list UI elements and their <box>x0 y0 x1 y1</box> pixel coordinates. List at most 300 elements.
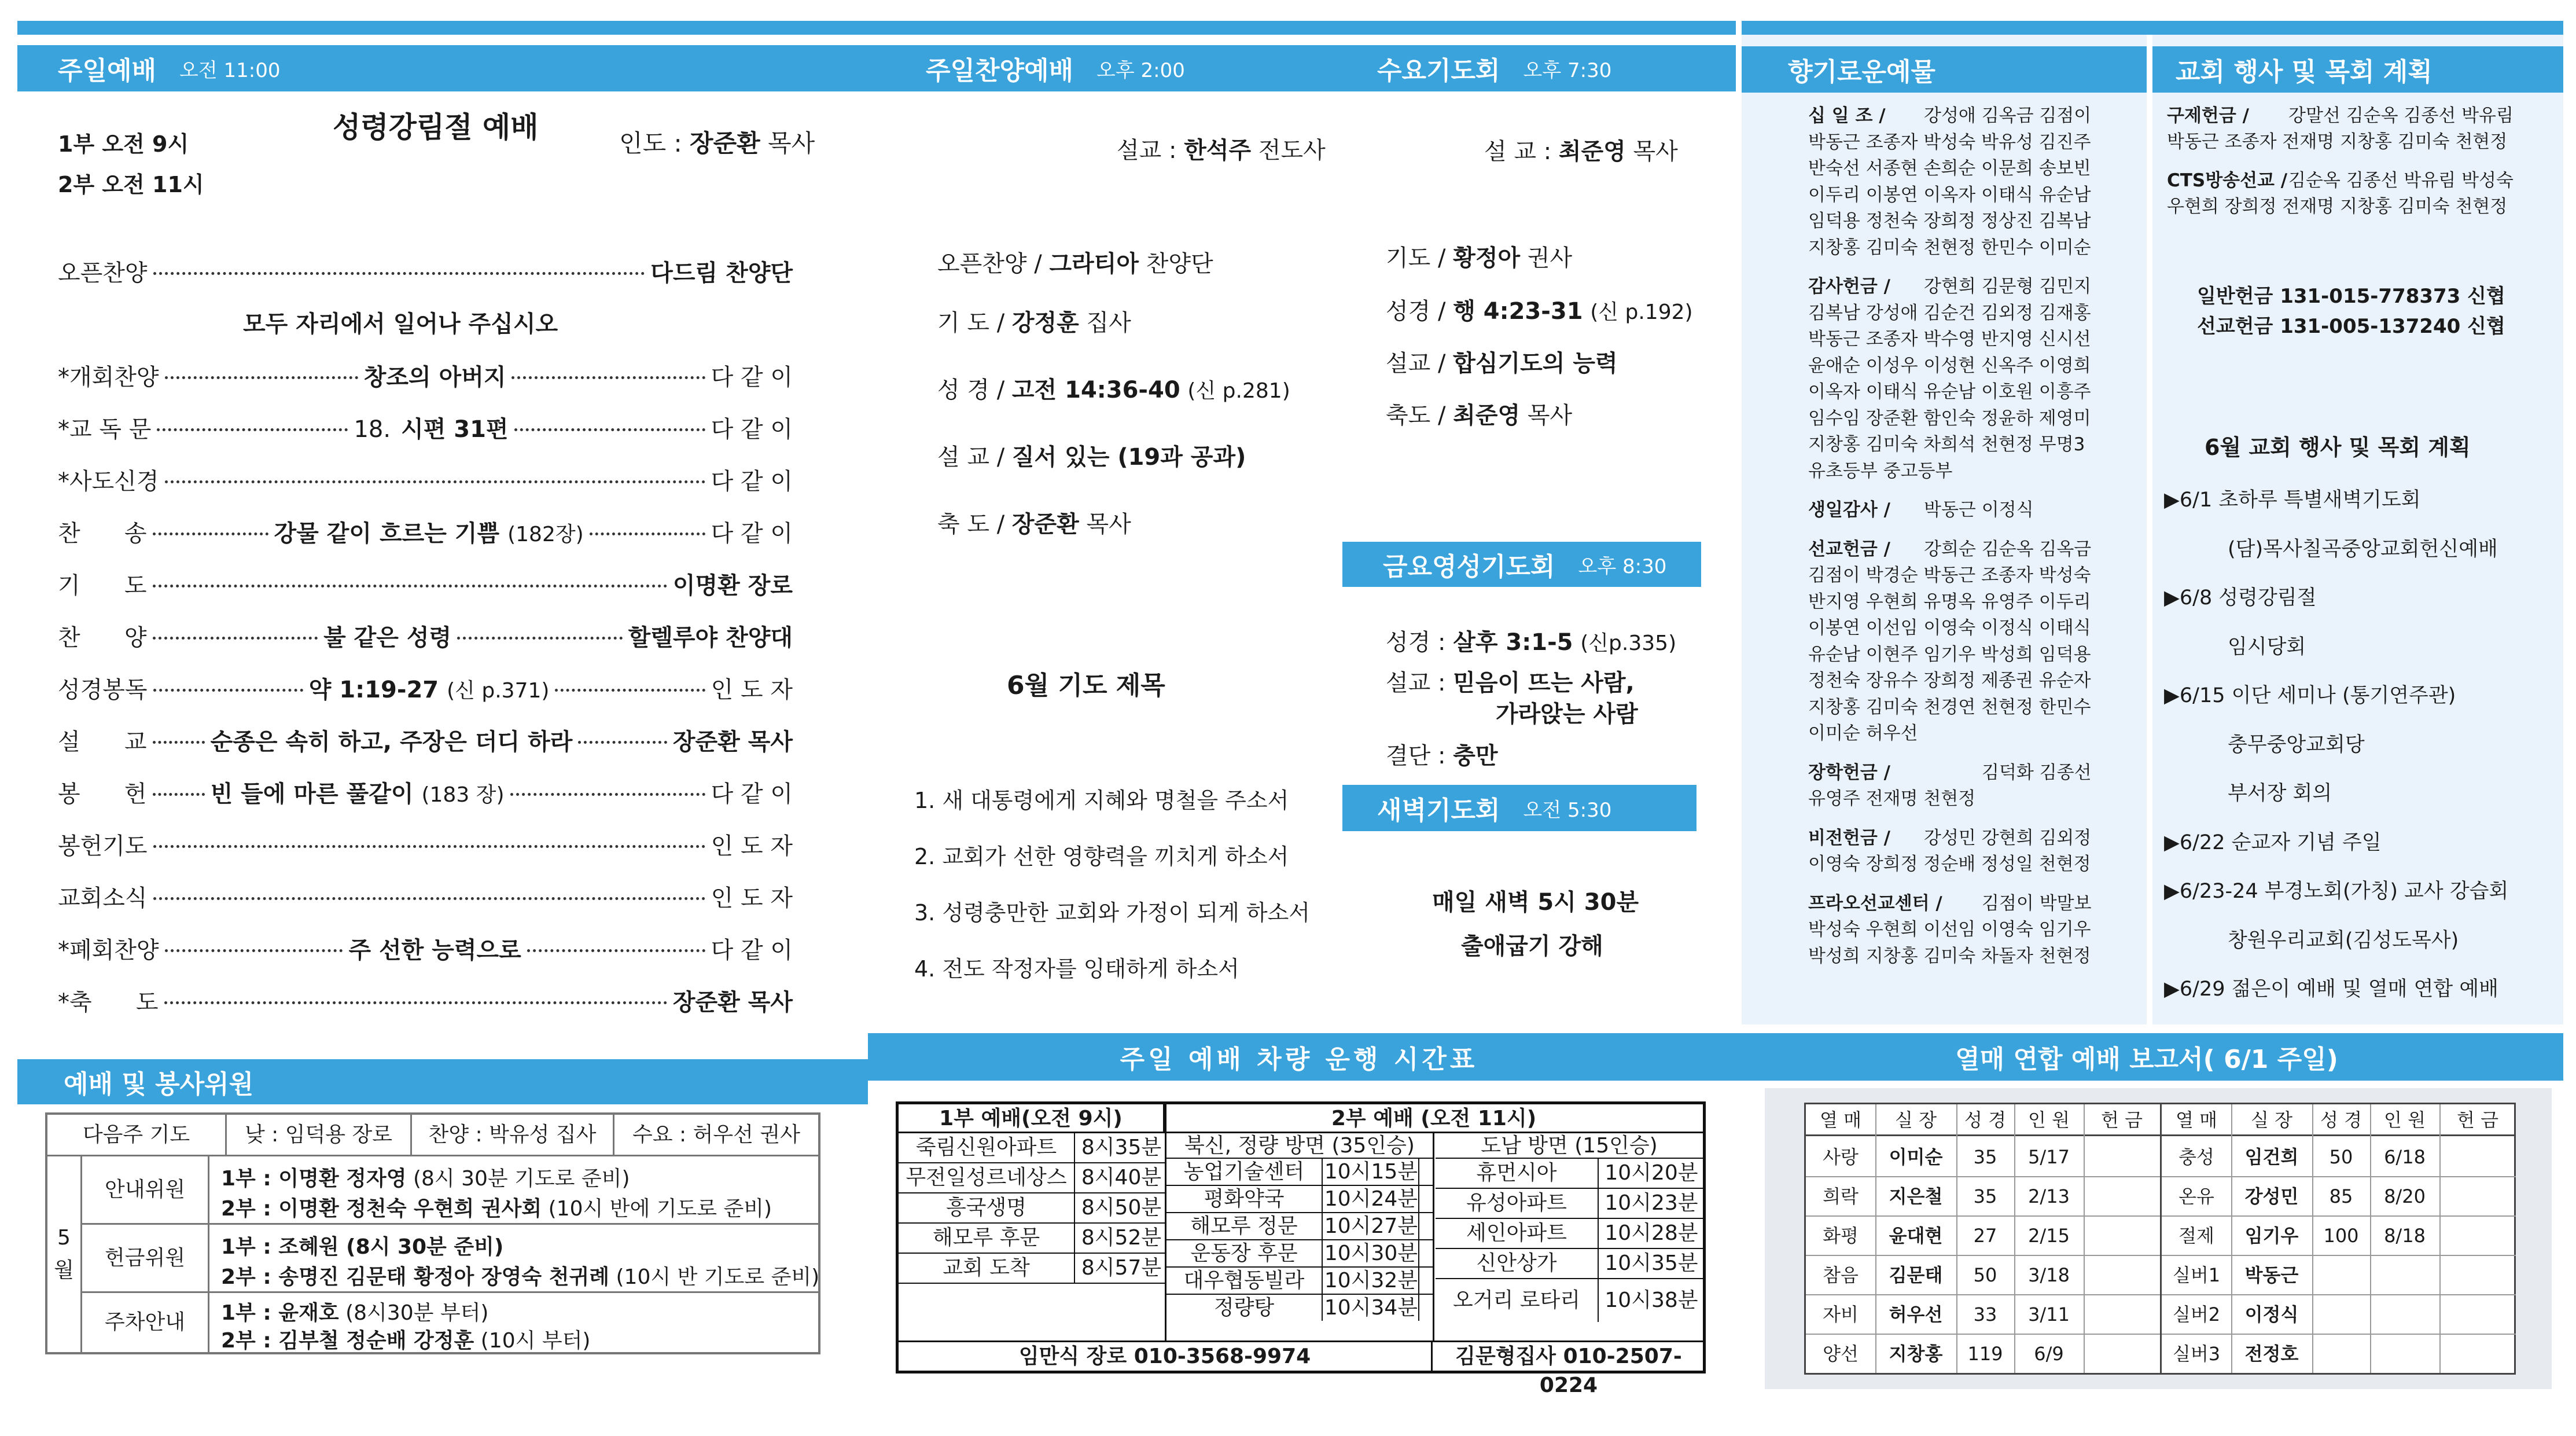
cell: 강성민 <box>2244 1185 2299 1207</box>
dot-leader <box>157 428 348 431</box>
header-title: 주일찬양예배 <box>926 56 1074 86</box>
dot-leader <box>153 272 645 275</box>
order-right: 다 같 이 <box>711 520 793 547</box>
header-title: 열매 연합 예배 보고서( 6/1 주일) <box>1955 1045 2338 1074</box>
offering-line: 박동근 이정식 <box>1924 500 2034 520</box>
prayer-item: 1. 새 대통령에게 지혜와 명철을 주소서 <box>914 788 1289 813</box>
account-general: 일반헌금 131-015-778373 신협 <box>2197 285 2505 308</box>
table-row <box>2162 1177 2516 1217</box>
header-time: 오후 2:00 <box>1096 58 1185 82</box>
cell: 6/18 <box>2384 1146 2426 1168</box>
item-value: 황정아 <box>1453 245 1521 271</box>
order-item <box>58 255 793 288</box>
role-line <box>221 1324 590 1354</box>
order-right: 다드림 찬양단 <box>650 260 793 287</box>
item-value: 장준환 <box>1011 511 1079 538</box>
dot-leader <box>153 897 705 900</box>
item-value: 합심기도의 능력 <box>1453 350 1618 377</box>
preacher-label: 설 교 : <box>1484 138 1552 165</box>
item-post: 권사 <box>1527 245 1573 271</box>
cell: 3/11 <box>2028 1303 2070 1325</box>
order-right: 인 도 자 <box>711 677 793 703</box>
role-main: 2부 : 김부철 정순배 강정훈 <box>221 1329 474 1353</box>
cell: 이정식 <box>2244 1303 2299 1325</box>
col2-item <box>937 245 1213 278</box>
stop: 무전일성르네상스 <box>899 1163 1075 1192</box>
role-sub: (8시 30분 기도로 준비) <box>413 1167 630 1191</box>
cell: 실버3 <box>2172 1343 2221 1365</box>
cell: 119 <box>1967 1343 2003 1365</box>
second-service-time: 2부 오전 11시 <box>58 172 204 197</box>
item-label: 오픈찬양 / <box>937 251 1042 277</box>
table-row <box>1166 1159 1433 1186</box>
stop: 신안상가 <box>1436 1249 1599 1278</box>
offering-line: 이옥자 이태식 유순남 이호원 이흥주 <box>1808 381 2091 402</box>
offering-group <box>1808 891 2144 970</box>
col2-item <box>937 304 1131 337</box>
offering-group <box>1808 103 2144 261</box>
cell: 전정호 <box>2244 1343 2299 1365</box>
item-label: 성경 : <box>1386 629 1446 656</box>
offering-line: 지창홍 김미숙 차희석 천현정 무명3 <box>1808 434 2085 455</box>
order-mid: 약 1:19-27 <box>308 677 439 703</box>
stop: 오거리 로타리 <box>1436 1279 1599 1322</box>
order-item <box>58 515 793 548</box>
table-row <box>2162 1217 2516 1256</box>
cell: 2/13 <box>2028 1185 2070 1207</box>
plan-list <box>2164 476 2508 1014</box>
table-row <box>1436 1219 1703 1249</box>
order-label: *개회찬양 <box>58 364 159 391</box>
role-sub: (10시 부터) <box>480 1329 591 1353</box>
leader-title: 목사 <box>768 129 815 157</box>
item-value: 고전 14:36-40 <box>1011 377 1180 403</box>
plan-item: 부서장 회의 <box>2228 782 2332 805</box>
item-label: 성 경 / <box>937 377 1005 403</box>
cell: 온유 <box>2178 1185 2214 1207</box>
offering-line: 박성희 지창홍 김미숙 차돌자 천현정 <box>1808 945 2091 967</box>
dot-leader <box>165 480 705 483</box>
dot-leader <box>164 1001 667 1004</box>
time: 8시52분 <box>1081 1226 1162 1250</box>
preacher-name: 최준영 <box>1558 138 1626 165</box>
plan-item: ▶6/15 이단 세미나 (통기연주관) <box>2164 684 2456 707</box>
order-mid-post: (183 장) <box>421 783 505 807</box>
bus-table <box>896 1101 1706 1397</box>
cell: 임기우 <box>2244 1225 2299 1247</box>
offering-line: 유영주 전재명 천현정 <box>1808 788 1976 809</box>
cell: 35 <box>1973 1146 1997 1168</box>
preacher-title: 목사 <box>1633 138 1678 165</box>
item-value: 믿음이 뜨는 사람, <box>1453 670 1635 696</box>
order-right: 장준환 목사 <box>672 989 793 1016</box>
order-item <box>58 359 793 392</box>
dot-leader <box>590 532 705 535</box>
item-value: 행 4:23-31 <box>1453 298 1583 325</box>
item-post: (신 p.281) <box>1187 379 1290 403</box>
order-mid: 순종은 속히 하고, 주장은 더디 하라 <box>210 729 573 755</box>
offering-line: 지창홍 김미숙 천현정 한민수 이미순 <box>1808 237 2091 258</box>
header-title: 향기로운예물 <box>1788 57 1936 87</box>
table-row <box>1806 1295 2160 1335</box>
role-sub: (10시 반 기도로 준비) <box>616 1265 820 1289</box>
cell: 33 <box>1973 1303 1997 1325</box>
offering-line: 박성숙 우현희 이선임 이영숙 임기우 <box>1808 919 2091 940</box>
order-item <box>58 411 793 444</box>
cell: 5/17 <box>2028 1146 2070 1168</box>
col2-item <box>937 439 1246 472</box>
cell: 허우선 <box>1889 1303 1943 1325</box>
table-row <box>1806 1335 2160 1373</box>
dot-leader <box>555 689 705 692</box>
report-head-left <box>1806 1104 2160 1136</box>
table-row <box>899 1163 1165 1193</box>
col3-item <box>1386 293 1693 326</box>
stop: 해모루 후문 <box>899 1224 1075 1253</box>
friday-header <box>1342 542 1701 587</box>
offering-line: 이미순 허우선 <box>1808 723 1918 744</box>
col-head: 실 장 <box>2251 1109 2292 1131</box>
col2-item <box>937 372 1290 405</box>
item-value: 충만 <box>1453 743 1498 769</box>
col-head: 인 원 <box>2384 1109 2426 1131</box>
col-head: 실 장 <box>1895 1109 1937 1131</box>
stop: 죽림신원아파트 <box>899 1133 1075 1162</box>
time: 10시27분 <box>1324 1213 1419 1239</box>
item-value: 살후 3:1-5 <box>1453 629 1573 656</box>
plan-item: ▶6/8 성령강림절 <box>2164 586 2317 609</box>
cell: 50 <box>2329 1146 2353 1168</box>
offering-line: 지창홍 김미숙 천경연 천현정 한민수 <box>1808 696 2091 718</box>
offering-line: 윤애순 이성우 이성현 신옥주 이영희 <box>1808 355 2091 376</box>
offering-line: 강현희 김문형 김민지 <box>1924 276 2092 297</box>
table-row <box>899 1254 1165 1284</box>
dawn-line-2: 출애굽기 강해 <box>1461 933 1603 960</box>
cell: 윤대현 <box>1889 1225 1943 1247</box>
table-row <box>1166 1186 1433 1213</box>
order-item <box>58 880 793 913</box>
plan-item: ▶6/1 초하루 특별새벽기도회 <box>2164 489 2421 512</box>
order-item <box>58 567 793 600</box>
item-label: 축 도 / <box>937 511 1005 538</box>
cell: 85 <box>2329 1185 2353 1207</box>
offering-line: 박동근 조종자 박수영 반지영 신시선 <box>1808 329 2091 350</box>
time: 10시20분 <box>1605 1161 1698 1185</box>
role-line <box>221 1261 819 1290</box>
item-post: 목사 <box>1527 402 1573 429</box>
cell: 임건희 <box>2244 1146 2299 1168</box>
order-right: 다 같 이 <box>711 468 793 495</box>
friday-sermon <box>1386 664 1635 697</box>
order-label: 찬 양 <box>58 625 147 651</box>
bus-second-title: 2부 예배 (오전 11시) <box>1165 1104 1703 1133</box>
order-of-worship <box>58 255 793 1030</box>
leader-label: 인도 : <box>619 129 682 157</box>
report-table <box>1804 1103 2516 1375</box>
col3-item <box>1386 240 1572 273</box>
role-sub: (10시 반에 기도로 준비) <box>548 1197 772 1221</box>
col-head: 열 매 <box>2176 1109 2217 1131</box>
cell: 실버1 <box>2172 1264 2221 1286</box>
offering-title: 프라오선교센터 / <box>1808 893 1942 914</box>
offering-line: 이봉연 이선임 이영숙 이정식 이태식 <box>1808 618 2091 638</box>
cell: 희락 <box>1823 1185 1859 1207</box>
item-label: 기 도 / <box>937 310 1005 336</box>
table-row <box>1166 1213 1433 1240</box>
cell: 이미순 <box>1889 1146 1943 1168</box>
next-prayer-label: 다음주 기도 <box>47 1114 227 1156</box>
table-row <box>1166 1295 1433 1322</box>
order-label: 봉 헌 <box>58 781 147 807</box>
item-post: 목사 <box>1086 511 1131 538</box>
first-service-time: 1부 오전 9시 <box>58 131 189 157</box>
time: 8시35분 <box>1081 1136 1162 1159</box>
cell: 박동근 <box>2244 1264 2299 1286</box>
table-row <box>1436 1189 1703 1219</box>
col-head: 헌 금 <box>2457 1109 2498 1131</box>
offering-group <box>1808 760 2144 813</box>
leader-name: 장준환 <box>690 129 760 157</box>
bus-contact-row <box>899 1340 1703 1397</box>
plan-header <box>2152 46 2563 93</box>
order-mid: 창조의 아버지 <box>363 364 506 391</box>
cell: 2/15 <box>2028 1225 2070 1247</box>
item-label: 결단 : <box>1386 743 1446 769</box>
next-prayer-noon: 낮 : 임덕용 장로 <box>227 1114 412 1156</box>
item-label: 설교 : <box>1386 670 1446 696</box>
col-head: 헌 금 <box>2101 1109 2143 1131</box>
dot-leader <box>510 793 705 796</box>
north-title: 북신, 정량 방면 (35인승) <box>1166 1133 1433 1159</box>
stop: 유성아파트 <box>1436 1189 1599 1218</box>
order-item <box>58 463 793 496</box>
order-label: 찬 송 <box>58 520 147 547</box>
order-mid: 주 선한 능력으로 <box>348 937 521 964</box>
table-row <box>2162 1295 2516 1335</box>
plan-item: 임시당회 <box>2228 635 2306 659</box>
table-row <box>1806 1217 2160 1256</box>
account-mission: 선교헌금 131-005-137240 신협 <box>2197 315 2505 338</box>
volunteer-box <box>45 1112 820 1354</box>
offering-line: 김점이 박말보 <box>1982 893 2092 914</box>
order-label: *폐회찬양 <box>58 937 159 964</box>
cts-line: 우현희 장희정 전재명 지창홍 김미숙 천현정 <box>2167 196 2508 217</box>
order-right: 다 같 이 <box>711 364 793 391</box>
stop: 농업기술센터 <box>1166 1159 1323 1185</box>
item-label: 축도 / <box>1386 402 1446 429</box>
time: 10시32분 <box>1324 1268 1419 1294</box>
order-right: 할렐루야 찬양대 <box>628 625 793 651</box>
col3-item <box>1386 397 1572 430</box>
item-value: 질서 있는 (19과 공과) <box>1011 444 1246 471</box>
role-main: 1부 : 이명환 정자영 <box>221 1167 407 1191</box>
plan-item: ▶6/29 젊은이 예배 및 열매 연합 예배 <box>2164 978 2498 1001</box>
bus-contact-2: 김문형집사 010-2507-0224 <box>1455 1345 1682 1397</box>
offering-line: 유순남 이현주 임기우 박성희 임덕용 <box>1808 644 2091 665</box>
order-right: 이명환 장로 <box>672 572 793 599</box>
friday-sermon-2: 가라앉는 사람 <box>1496 701 1638 728</box>
col2-item <box>937 506 1131 539</box>
item-post: (신p.335) <box>1580 631 1677 655</box>
order-mid: 강물 같이 흐르는 기쁨 <box>274 520 500 547</box>
top-bar-right <box>1742 21 2563 35</box>
offering-line: 강성애 김옥금 김점이 <box>1924 105 2092 126</box>
role-main: 1부 : 조혜원 (8시 30분 준비) <box>221 1235 504 1259</box>
offering-group <box>1808 825 2144 878</box>
header-title: 수요기도회 <box>1377 56 1500 86</box>
time: 8시40분 <box>1081 1166 1162 1189</box>
offering-title: 생일감사 / <box>1808 500 1890 520</box>
relief-label: 구제헌금 / <box>2167 105 2249 126</box>
offering-title: 비전헌금 / <box>1808 827 1890 849</box>
item-post: 찬양단 <box>1146 251 1213 277</box>
report-header <box>1730 1033 2563 1081</box>
dot-leader <box>153 741 205 744</box>
offering-list <box>1808 103 2144 969</box>
next-prayer-praise: 찬양 : 박유성 집사 <box>412 1114 614 1156</box>
order-mid-post: (182장) <box>507 523 584 546</box>
relief-line: 박동근 조종자 전재명 지창홍 김미숙 천현정 <box>2167 131 2508 152</box>
table-row <box>2162 1138 2516 1177</box>
dot-leader <box>165 376 358 379</box>
item-post: (신 p.192) <box>1590 300 1693 324</box>
role-main: 1부 : 윤재호 <box>221 1301 339 1325</box>
offering-line: 이영숙 장희정 정순배 정성일 천현정 <box>1808 854 2091 875</box>
sunday-service-header <box>17 45 868 91</box>
table-row <box>2162 1256 2516 1295</box>
item-label: 기도 / <box>1386 245 1446 271</box>
dot-leader <box>578 741 667 744</box>
table-row <box>1806 1256 2160 1295</box>
table-row <box>899 1133 1165 1163</box>
dot-leader <box>527 949 705 952</box>
role-line <box>221 1297 488 1326</box>
leader <box>619 124 815 159</box>
dot-leader <box>457 637 622 640</box>
col-head: 열 매 <box>1820 1109 1861 1131</box>
offering-header <box>1742 46 2147 93</box>
time: 8시50분 <box>1081 1196 1162 1220</box>
offering-line: 임수임 장준환 함인숙 정윤하 제영미 <box>1808 407 2091 429</box>
role-line <box>221 1192 772 1222</box>
cell: 8/18 <box>2384 1225 2426 1247</box>
offering-title: 감사헌금 / <box>1808 276 1890 297</box>
next-prayer-row <box>47 1115 818 1156</box>
bus-contact-1: 임만식 장로 010-3568-9974 <box>899 1342 1433 1371</box>
time: 10시23분 <box>1605 1191 1698 1215</box>
cell: 100 <box>2323 1225 2359 1247</box>
order-label: 봉헌기도 <box>58 833 148 860</box>
stop: 휴먼시아 <box>1436 1159 1599 1188</box>
item-value: 최준영 <box>1453 402 1521 429</box>
order-item <box>58 776 793 809</box>
order-right: 다 같 이 <box>711 416 793 443</box>
cell: 김문태 <box>1889 1264 1943 1286</box>
stop: 평화약국 <box>1166 1186 1323 1212</box>
item-value: 그라티아 <box>1049 251 1139 277</box>
prayer-item: 4. 전도 작정자를 잉태하게 하소서 <box>914 956 1239 982</box>
prayer-list <box>914 773 1310 997</box>
header-title: 주일 예배 차량 운행 시간표 <box>1120 1045 1478 1074</box>
table-row <box>1166 1268 1433 1295</box>
col-head: 인 원 <box>2028 1109 2070 1131</box>
stop: 해모루 정문 <box>1166 1213 1323 1239</box>
report-head-right <box>2162 1104 2516 1136</box>
dawn-header <box>1342 785 1697 831</box>
offering-group <box>1808 274 2144 484</box>
item-label: 성경 / <box>1386 298 1446 325</box>
order-label: *축 도 <box>58 989 159 1016</box>
order-label: *사도신경 <box>58 468 159 495</box>
order-label: *교 독 문 <box>58 416 152 443</box>
relief-line: 강말선 김순옥 김종선 박유림 <box>2288 105 2514 126</box>
plan-item: 충무중앙교회당 <box>2228 733 2365 756</box>
header-title: 주일예배 <box>58 56 157 86</box>
col3-preacher <box>1484 133 1678 166</box>
dot-leader <box>511 376 705 379</box>
order-label: 교회소식 <box>58 885 148 912</box>
prayer-item: 2. 교회가 선한 영향력을 끼치게 하소서 <box>914 844 1289 869</box>
table-row <box>899 1224 1165 1254</box>
offering-group <box>1808 537 2144 747</box>
item-value: 강정훈 <box>1011 310 1079 336</box>
order-item <box>58 619 793 652</box>
dot-leader <box>153 689 303 692</box>
plan-item: ▶6/22 순교자 기념 주일 <box>2164 831 2382 854</box>
prayer-title: 6월 기도 제목 <box>1007 671 1165 700</box>
volunteer-header <box>17 1059 868 1104</box>
friday-resolve <box>1386 737 1497 770</box>
order-item <box>58 828 793 861</box>
dot-leader <box>153 793 205 796</box>
cts-label: CTS방송선교 / <box>2167 170 2288 191</box>
cell: 6/9 <box>2034 1343 2064 1365</box>
order-right: 장준환 목사 <box>672 729 793 755</box>
time: 10시15분 <box>1324 1159 1419 1185</box>
table-row <box>1436 1279 1703 1322</box>
order-label: 설 교 <box>58 729 147 755</box>
table-row <box>1436 1159 1703 1189</box>
offering-title: 선교헌금 / <box>1808 538 1890 560</box>
offering-title: 장학헌금 / <box>1808 762 1890 783</box>
order-item <box>58 671 793 704</box>
cell: 자비 <box>1823 1303 1859 1325</box>
order-mid: 불 같은 성령 <box>323 625 452 651</box>
header-time: 오전 5:30 <box>1523 798 1612 822</box>
time: 10시34분 <box>1324 1295 1419 1321</box>
order-label: 기 도 <box>58 572 147 599</box>
next-prayer-wed: 수요 : 허우선 권사 <box>632 1122 800 1147</box>
month-cell: 5 월 <box>47 1156 82 1352</box>
offering-line: 강희순 김순옥 김옥금 <box>1924 538 2092 560</box>
bus-divider <box>1433 1133 1434 1340</box>
table-row <box>1436 1249 1703 1279</box>
offering-line: 김덕화 김종선 <box>1982 762 2092 783</box>
header-title: 교회 행사 및 목회 계획 <box>2176 57 2433 87</box>
table-row <box>2162 1335 2516 1373</box>
table-row <box>1806 1177 2160 1217</box>
dot-leader <box>153 637 318 640</box>
south-title: 도남 방면 (15인승) <box>1436 1133 1703 1159</box>
role-main: 2부 : 송명진 김문태 황정아 장영숙 천귀례 <box>221 1265 610 1289</box>
order-item <box>58 984 793 1017</box>
cell: 충성 <box>2178 1146 2214 1168</box>
cell: 27 <box>1973 1225 1997 1247</box>
role-main: 2부 : 이명환 정천숙 우현희 권사회 <box>221 1197 542 1221</box>
col-head: 성 경 <box>1964 1109 2006 1131</box>
volunteer-row <box>82 1293 818 1352</box>
dot-leader <box>153 845 705 848</box>
